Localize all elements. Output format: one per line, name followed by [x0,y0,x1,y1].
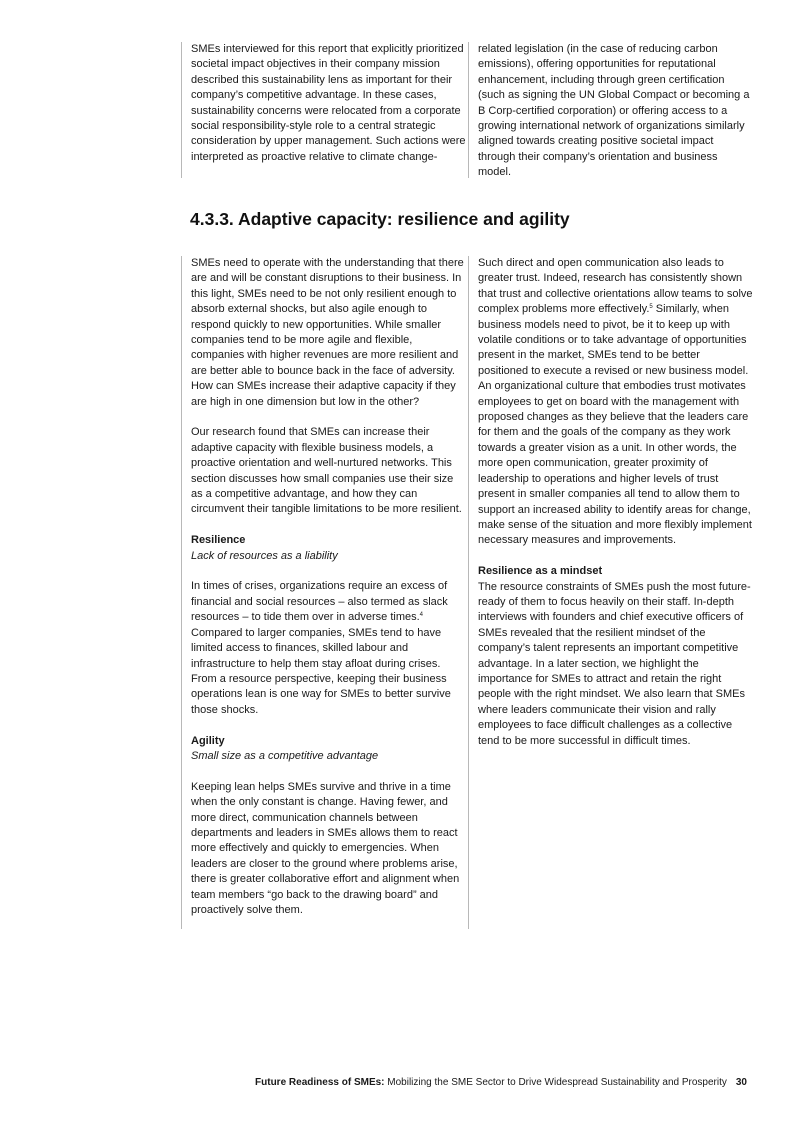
page-number: 30 [735,1077,747,1088]
agility-paragraph: Keeping lean helps SMEs survive and thrive in a time when the only constant is change. Having fewer, and more direct, communication channels between departments and leaders in SMEs allows them to react more effectively and quickly to emergencies. When leaders are closer to the ground where problems arise, there is greater collaborative effort and alignment when team members “go back to the drawing board” and proactively solve them. [191,780,460,916]
agility-heading: Agility [191,734,225,747]
footer-subtitle: Mobilizing the SME Sector to Drive Widespread Sustainability and Prosperity [384,1077,727,1088]
footnote-marker-5: 5 [649,304,653,311]
resilience-paragraph [191,579,466,718]
mindset-section [478,564,753,749]
intro-paragraph-2: Our research found that SMEs can increase their adaptive capacity with flexible business models, a proactive orientation and well-nurtured networks. This section discusses how small companies use their size as a competitive advantage, and how they can circumvent their tangible limitations to be more resilient. [191,426,462,516]
right-column [468,256,753,929]
agility-section [191,734,466,919]
trust-text-b: Similarly, when business models need to pivot, be it to keep up with volatile conditions or to take advantage of opportunities present in the market, SMEs tend to be better positioned to execute a revised or new business model. An organizational culture that embodies trust motivates employees to get on board with the management with proposed changes as they believe that the leaders care for them and the goals of the company as they work towards a greater vision as a unit. In other words, the more open communication, greater proximity of leadership to operations and higher levels of trust present in smaller companies all tend to allow them to support an increased ability to identify areas for change, make sense of the situation and more flexibly implement necessary measures and improvements. [478,303,752,547]
resilience-subheading: Lack of resources as a liability [191,549,338,562]
resilience-text-a: In times of crises, organizations require an excess of financial and social resources – also termed as slack resources – to tide them over in adverse times. [191,580,448,624]
top-right-column [468,42,753,178]
top-left-column [181,42,466,178]
resilience-section [191,533,466,718]
trust-text-a: Such direct and open communication also leads to greater trust. Indeed, research has consistently shown that trust and collective orientations allow teams to solve complex problems more effectively. [478,257,753,316]
resilience-text-b: Compared to larger companies, SMEs tend to have limited access to finances, skilled labour and infrastructure to help them stay afloat during crises. From a resource perspective, keeping their business operations lean is one way for SMEs to better survive those shocks. [191,626,451,716]
intro-paragraph-1: SMEs need to operate with the understanding that there are and will be constant disruptions to their business. In this light, SMEs need to be not only resilient enough to absorb external shocks, but also agile enough to respond quickly to new opportunities. While smaller companies tend to be more agile and flexible, companies with higher revenues are more resilient and are better able to bounce back in the face of adversity. How can SMEs increase their adaptive capacity if they are high in one dimension but low in the other? [191,257,464,408]
resilience-heading: Resilience [191,534,246,547]
left-column [181,256,466,929]
mindset-heading: Resilience as a mindset [478,565,603,578]
top-right-paragraph: related legislation (in the case of reducing carbon emissions), offering opportunities for reputational enhancement, including through green certification (such as signing the UN Global Compact or becoming a B Corp-certified corporation) or offering access to a growing international network of organizations similarly aligned towards creating positive societal impact through their company’s orientation and business model. [478,43,750,179]
mindset-paragraph: The resource constraints of SMEs push the most future-ready of them to focus heavily on their staff. In-depth interviews with founders and chief executive officers of SMEs revealed that the resilient mindset of the company’s talent represents an important competitive advantage. In a later section, we highlight the importance for SMEs to attract and retain the right people with the right mindset. We also learn that SMEs where leaders communicate their vision and rally employees to face difficult challenges as a collective tend to be more successful in difficult times. [478,580,751,747]
trust-paragraph [478,256,753,549]
footnote-marker-4: 4 [419,612,424,619]
top-left-paragraph: SMEs interviewed for this report that explicitly prioritized societal impact objectives in their company mission described this sustainability lens as important for their company’s competitive advantage. In these cases, sustainability concerns were relocated from a corporate social responsibility-style role to a central strategic consideration by upper management. Such actions were interpreted as proactive relative to climate change- [191,43,466,163]
agility-subheading: Small size as a competitive advantage [191,749,379,762]
section-heading: 4.3.3. Adaptive capacity: resilience and agility [190,209,570,229]
footer-title: Future Readiness of SMEs: [255,1077,385,1088]
page-footer [255,1076,747,1090]
